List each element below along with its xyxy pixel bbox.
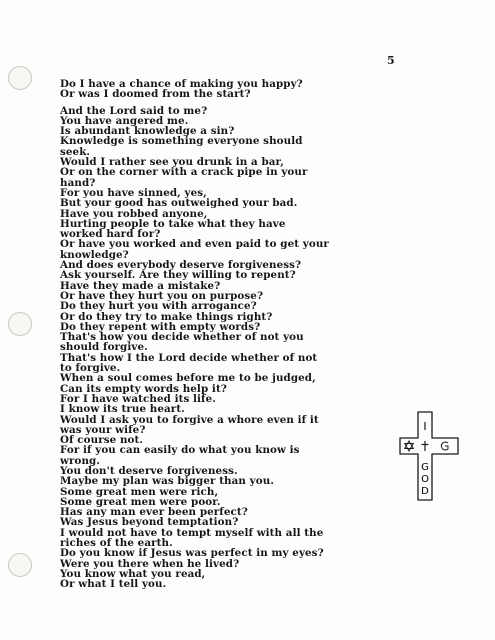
poem-line: Or was I doomed from the start? (60, 88, 251, 101)
poem-line: I would not have to tempt myself with all the (60, 526, 324, 539)
poem-line: And the Lord said to me? (60, 104, 208, 117)
star-of-david-icon (405, 441, 414, 451)
poem-line: That's how I the Lord decide whether of not (60, 351, 318, 364)
poem-line: Ask yourself. Are they willing to repent? (60, 269, 296, 282)
poem-line: hand? (60, 176, 96, 189)
punch-hole-top (8, 66, 32, 90)
poem-line: Of course not. (60, 434, 144, 447)
poem-line: Some great men were poor. (60, 495, 221, 508)
letter-o: O (421, 474, 429, 485)
poem-line: Knowledge is something everyone should (60, 135, 303, 148)
poem-line: Were you there when he lived? (60, 557, 240, 570)
poem-line: Have you robbed anyone, (60, 207, 208, 220)
poem-line: Hurting people to take what they have (60, 217, 286, 230)
poem-line: Or have you worked and even paid to get your (60, 238, 329, 251)
letter-d: D (421, 486, 429, 497)
poem-line: Can its empty words help it? (60, 382, 227, 395)
poem-line: Do I have a chance of making you happy? (60, 78, 303, 90)
poem-line: seek. (60, 145, 91, 158)
poem-line: Have they made a mistake? (60, 279, 221, 292)
page-number: 5 (387, 54, 395, 67)
poem-line: You don't deserve forgiveness. (60, 464, 238, 477)
poem-line: Or have they hurt you on purpose? (60, 289, 264, 302)
hand-drawn-cross-drawing (396, 408, 464, 504)
poem-line: Is abundant knowledge a sin? (60, 125, 235, 138)
poem-line: Do they repent with empty words? (60, 320, 261, 333)
punch-hole-middle (8, 312, 32, 336)
poem-line: And does everybody deserve forgiveness? (60, 259, 302, 272)
poem-line: was your wife? (60, 423, 146, 436)
small-g-mark (441, 442, 448, 450)
poem-line: When a soul comes before me to be judged, (60, 372, 316, 385)
poem-line: Was Jesus beyond temptation? (60, 516, 239, 529)
poem-line: Would I rather see you drunk in a bar, (60, 156, 284, 169)
poem-line: For I have watched its life. (60, 392, 216, 405)
poem-line: to forgive. (60, 362, 121, 375)
poem-line: should forgive. (60, 341, 148, 354)
poem-line: Or what I tell you. (60, 578, 167, 591)
stanza (60, 79, 410, 100)
punch-hole-bottom (8, 553, 32, 577)
poem-line: I know its true heart. (60, 403, 185, 416)
poem-line: riches of the earth. (60, 537, 173, 550)
poem-line: You know what you read, (60, 567, 206, 580)
poem-line: Do you know if Jesus was perfect in my eyes? (60, 547, 324, 560)
poem-line: worked hard for? (60, 228, 161, 241)
poem-line: But your good has outweighed your bad. (60, 197, 298, 210)
poem-line: Or do they try to make things right? (60, 310, 273, 323)
cross-icon (422, 441, 429, 451)
poem-line: Has any man ever been perfect? (60, 506, 248, 519)
poem-line: For if you can easily do what you know is (60, 444, 300, 457)
letter-g: G (421, 462, 429, 473)
poem-line: For you have sinned, yes, (60, 186, 207, 199)
poem-line: Or on the corner with a crack pipe in your (60, 166, 308, 179)
letter-i: I (423, 420, 427, 433)
poem-line: Some great men were rich, (60, 485, 219, 498)
poem-line: Maybe my plan was bigger than you. (60, 475, 275, 488)
poem-line: That's how you decide whether of not you (60, 331, 304, 344)
poem-line: You have angered me. (60, 114, 189, 127)
poem-body (60, 79, 410, 596)
stanza (60, 106, 410, 590)
poem-line: Would I ask you to forgive a whore even if it (60, 413, 319, 426)
poem-line: wrong. (60, 454, 101, 467)
poem-line: Do they hurt you with arrogance? (60, 300, 257, 313)
poem-line: knowledge? (60, 248, 129, 261)
